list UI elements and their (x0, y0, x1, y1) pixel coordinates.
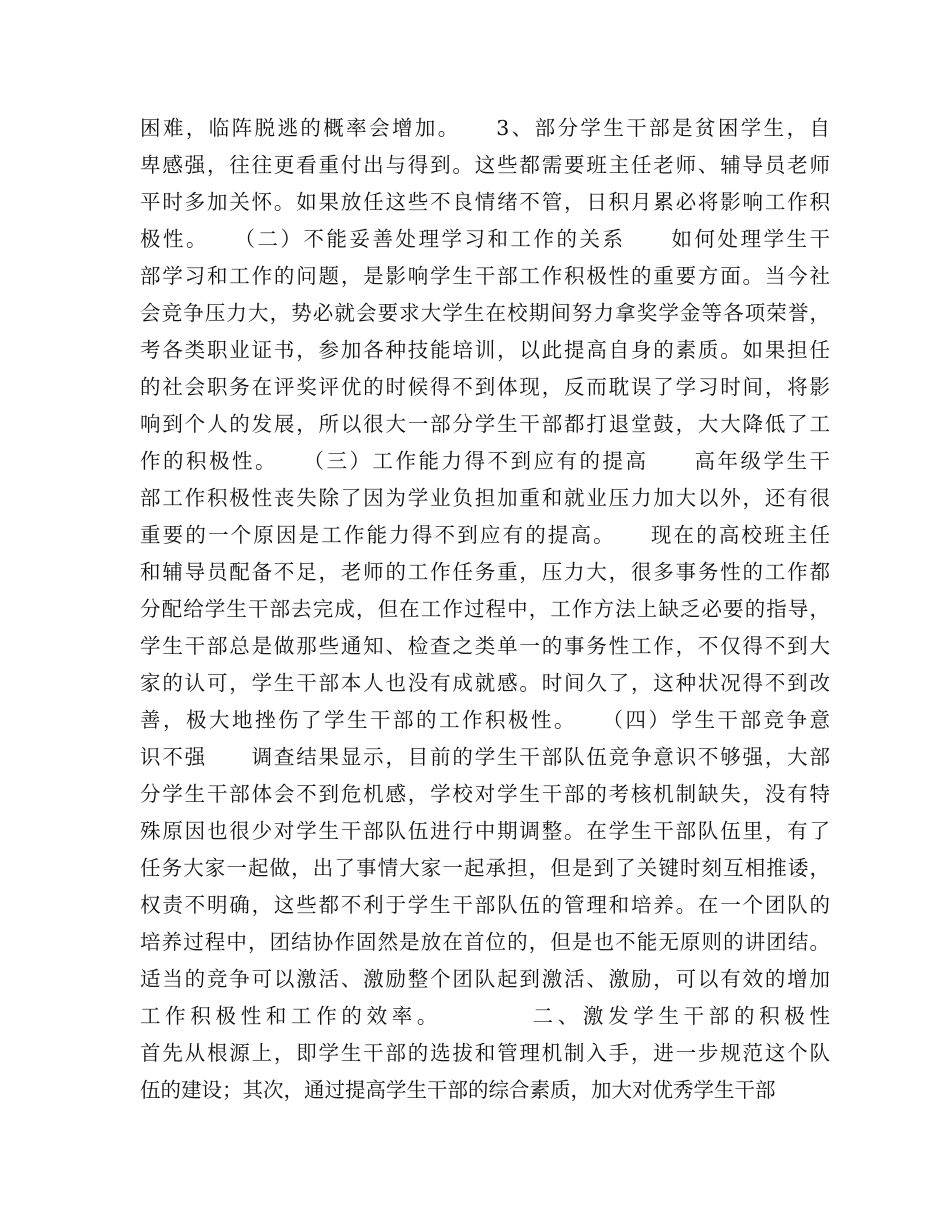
text-line-9: 响到个人的发展，所以很大一部分学生干部都打退堂鼓，大大降低了工 (140, 412, 830, 436)
text-line-2: 卑感强，往往更看重付出与得到。这些都需要班主任老师、辅导员老师 (140, 153, 830, 177)
text-line-21: 任务大家一起做，出了事情大家一起承担，但是到了关键时刻互相推诿， (140, 856, 830, 880)
text-line-8: 的社会职务在评奖评优的时候得不到体现，反而耽误了学习时间，将影 (140, 375, 830, 399)
text-line-19: 分学生干部体会不到危机感，学校对学生干部的考核机制缺失，没有特 (140, 782, 830, 806)
text-line-5: 部学习和工作的问题，是影响学生干部工作积极性的重要方面。当今社 (140, 264, 830, 288)
text-line-18: 识不强 调查结果显示，目前的学生干部队伍竞争意识不够强，大部 (140, 745, 830, 769)
text-line-7: 考各类职业证书，参加各种技能培训，以此提高自身的素质。如果担任 (140, 338, 830, 362)
text-line-16: 家的认可，学生干部本人也没有成就感。时间久了，这种状况得不到改 (140, 671, 830, 695)
text-line-11: 部工作积极性丧失除了因为学业负担加重和就业压力加大以外，还有很 (140, 486, 830, 510)
text-line-13: 和辅导员配备不足，老师的工作任务重，压力大，很多事务性的工作都 (140, 560, 830, 584)
text-line-3: 平时多加关怀。如果放任这些不良情绪不管，日积月累必将影响工作积 (140, 190, 830, 214)
text-line-10: 作的积极性。 （三）工作能力得不到应有的提高 高年级学生干 (140, 449, 830, 473)
text-line-12: 重要的一个原因是工作能力得不到应有的提高。 现在的高校班主任 (140, 523, 830, 547)
text-line-23: 培养过程中，团结协作固然是放在首位的，但是也不能无原则的讲团结。 (140, 930, 830, 954)
text-line-22: 权责不明确，这些都不利于学生干部队伍的管理和培养。在一个团队的 (140, 893, 830, 917)
text-line-20: 殊原因也很少对学生干部队伍进行中期调整。在学生干部队伍里，有了 (140, 819, 830, 843)
text-line-27: 伍的建设；其次，通过提高学生干部的综合素质，加大对优秀学生干部 (140, 1078, 776, 1102)
text-line-6: 会竞争压力大，势必就会要求大学生在校期间努力拿奖学金等各项荣誉， (140, 301, 830, 325)
text-line-1: 困难，临阵脱逃的概率会增加。 3、部分学生干部是贫困学生，自 (140, 116, 830, 140)
text-line-15: 学生干部总是做那些通知、检查之类单一的事务性工作，不仅得不到大 (140, 634, 830, 658)
body-text (140, 110, 830, 1109)
text-line-24: 适当的竞争可以激活、激励整个团队起到激活、激励，可以有效的增加 (140, 967, 830, 991)
text-line-4: 极性。 （二）不能妥善处理学习和工作的关系 如何处理学生干 (140, 227, 830, 251)
text-line-17: 善，极大地挫伤了学生干部的工作积极性。 （四）学生干部竞争意 (140, 708, 830, 732)
text-line-14: 分配给学生干部去完成，但在工作过程中，工作方法上缺乏必要的指导， (140, 597, 830, 621)
text-line-26: 首先从根源上，即学生干部的选拔和管理机制入手，进一步规范这个队 (140, 1041, 830, 1065)
text-line-25: 工作积极性和工作的效率。 二、激发学生干部的积极性 (140, 1004, 830, 1028)
